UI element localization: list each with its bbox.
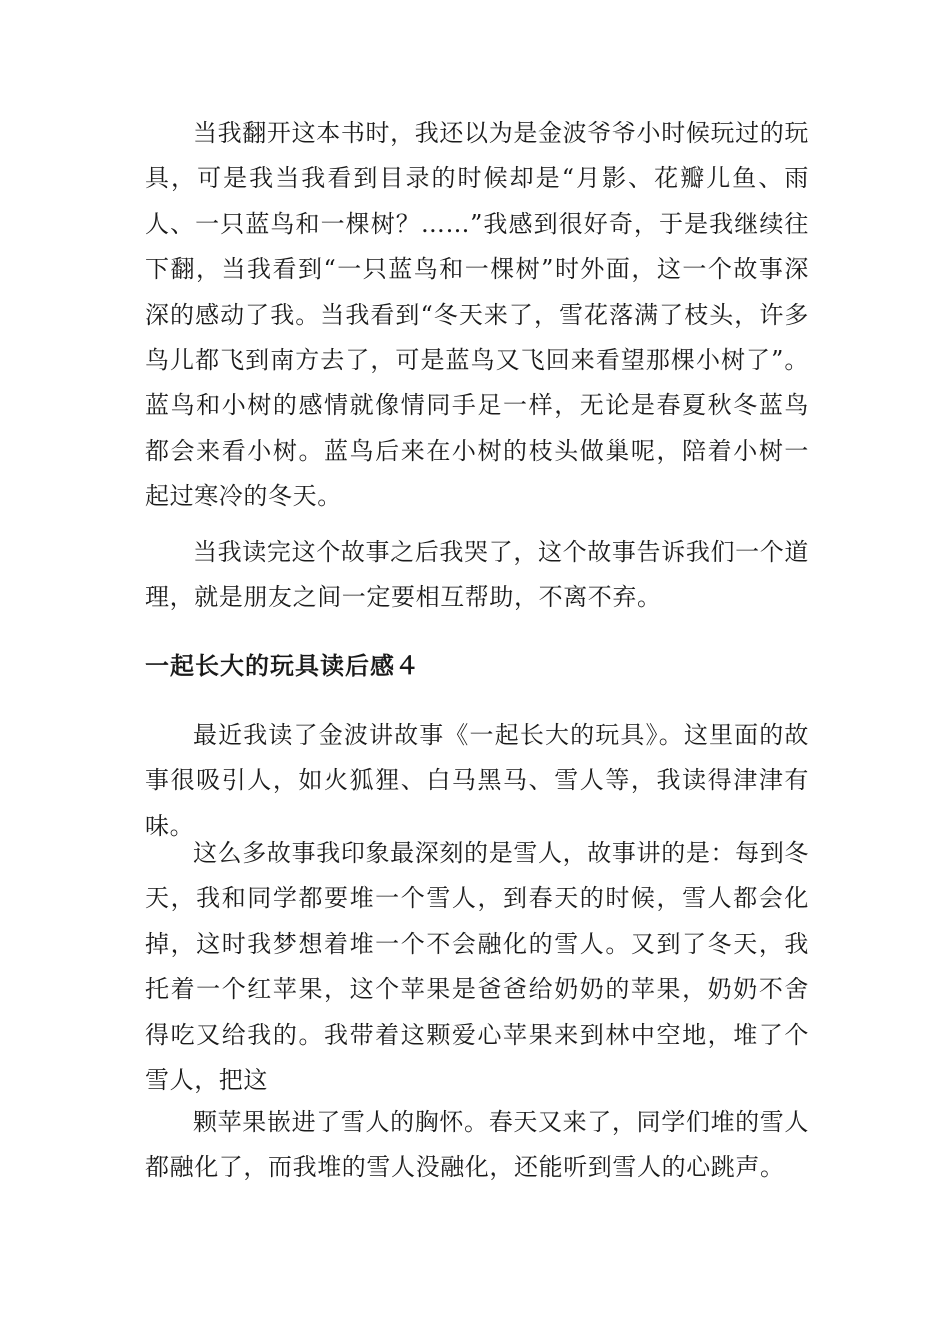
paragraph-bluebird-story: 当我翻开这本书时，我还以为是金波爷爷小时候玩过的玩具，可是我当我看到目录的时候却是“月影、花瓣儿鱼、雨人、一只蓝鸟和一棵树？……”我感到很好奇，于是我继续往下翻，当我看到“一只蓝鸟和一棵树”时外面，这一个故事深深的感动了我。当我看到“冬天来了，雪花落满了枝头，许多鸟儿都飞到南方去了，可是蓝鸟又飞回来看望那棵小树了”。蓝鸟和小树的感情就像情同手足一样，无论是春夏秋冬蓝鸟都会来看小树。蓝鸟后来在小树的枝头做巢呢，陪着小树一起过寒冷的冬天。 xyxy=(145,119,809,511)
section-heading: 一起长大的玩具读后感４ xyxy=(145,651,420,680)
paragraph-book-intro: 最近我读了金波讲故事《一起长大的玩具》。这里面的故事很吸引人，如火狐狸、白马黑马、雪人等，我读得津津有味。 xyxy=(145,721,809,840)
paragraph-snowman-story: 这么多故事我印象最深刻的是雪人，故事讲的是：每到冬天，我和同学都要堆一个雪人，到春天的时候，雪人都会化掉，这时我梦想着堆一个不会融化的雪人。又到了冬天，我托着一个红苹果，这个苹果是爸爸给奶奶的苹果，奶奶不舍得吃又给我的。我带着这颗爱心苹果来到林中空地，堆了个雪人，把这 xyxy=(145,839,809,1095)
paragraph-snowman-ending: 颗苹果嵌进了雪人的胸怀。春天又来了，同学们堆的雪人都融化了，而我堆的雪人没融化，还能听到雪人的心跳声。 xyxy=(145,1108,809,1182)
paragraph-story-lesson: 当我读完这个故事之后我哭了，这个故事告诉我们一个道理，就是朋友之间一定要相互帮助，不离不弃。 xyxy=(145,538,809,612)
